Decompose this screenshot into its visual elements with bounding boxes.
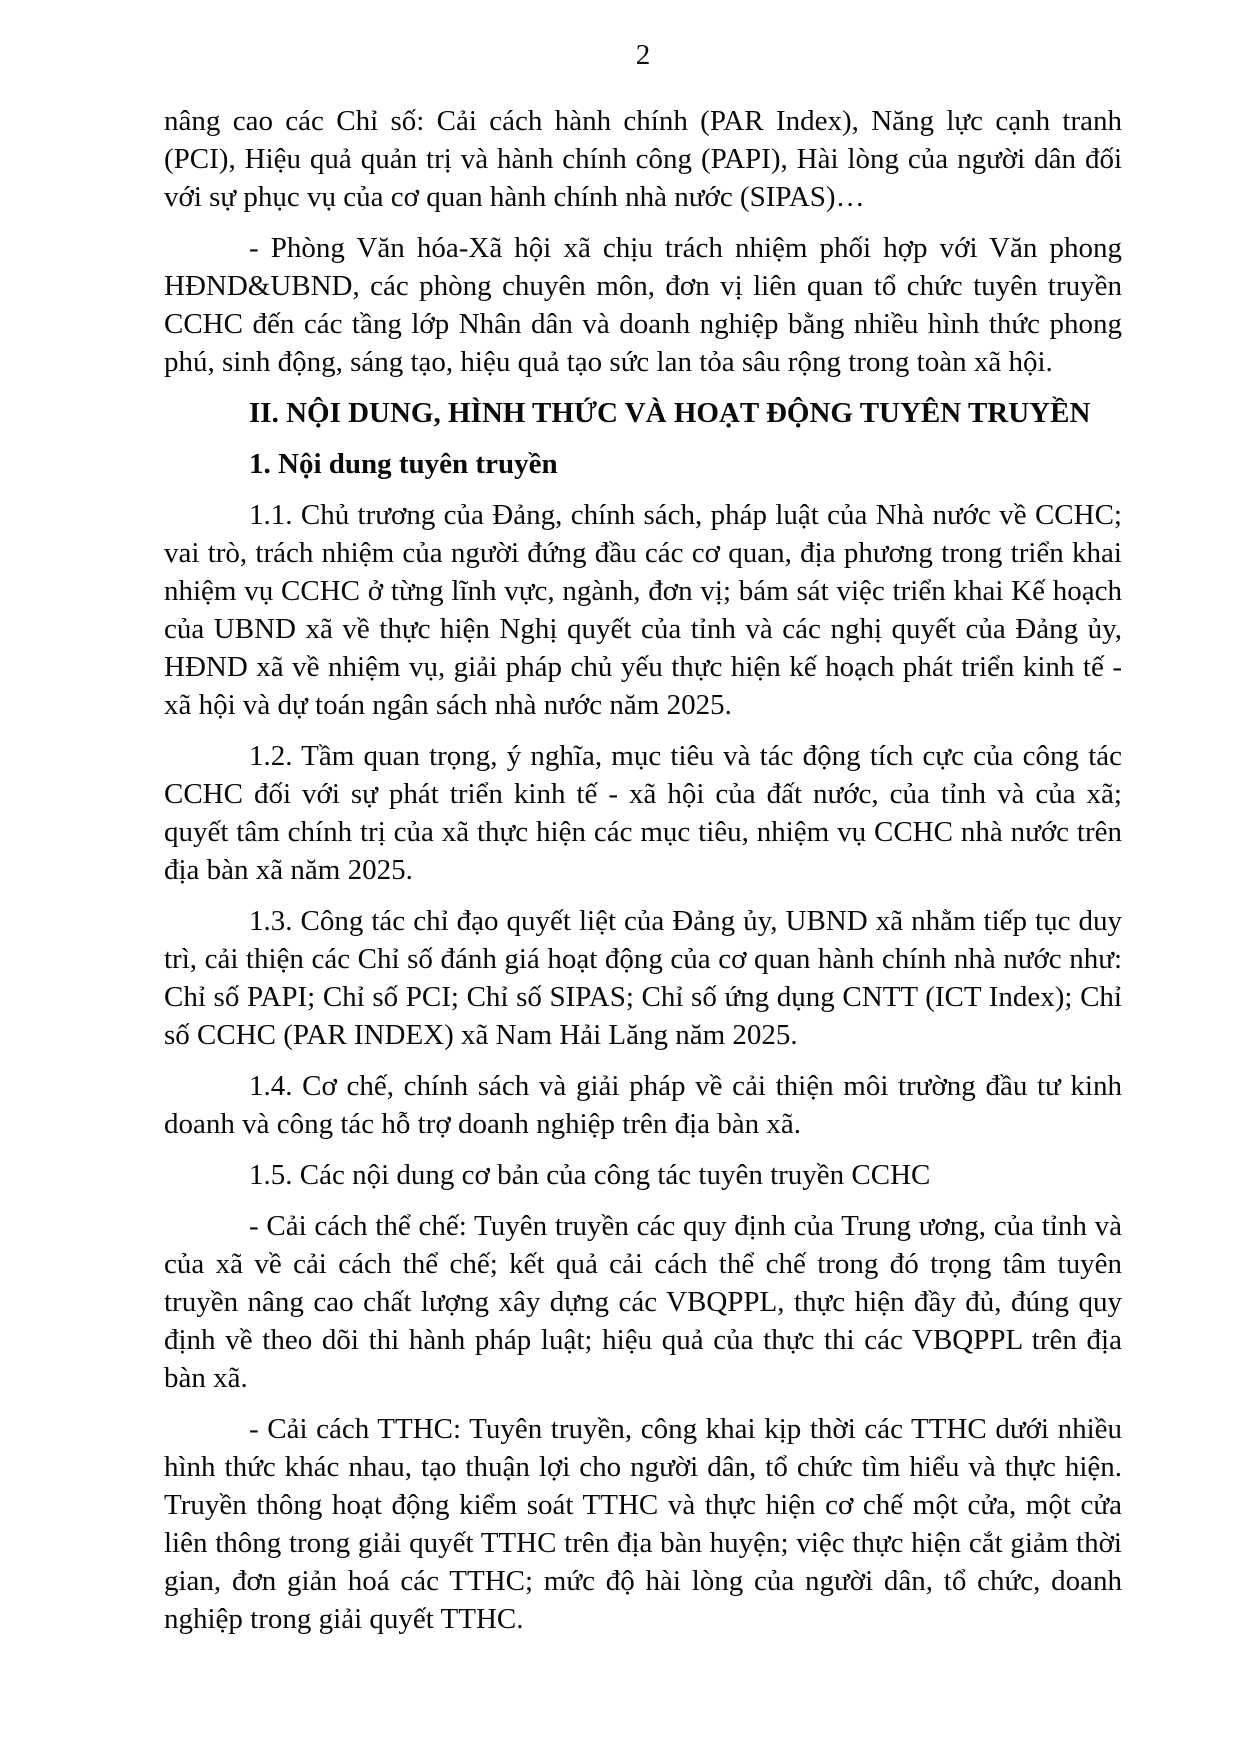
- paragraph-cai-cach-the-che: - Cải cách thể chế: Tuyên truyền các quy định của Trung ương, của tỉnh và của xã về cải cách thể chế; kết quả cải cách thể chế trong đó trọng tâm tuyên truyền nâng cao chất lượng xây dựng các VBQPPL, thực hiện đầy đủ, đúng quy định về theo dõi thi hành pháp luật; hiệu quả của thực thi các VBQPPL trên địa bàn xã.: [164, 1210, 1122, 1394]
- page-number: 2: [635, 39, 651, 71]
- paragraph-1-2-tam-quan-trong: 1.2. Tầm quan trọng, ý nghĩa, mục tiêu và tác động tích cực của công tác CCHC đối với sự phát triển kinh tế - xã hội của đất nước, của tỉnh và của xã; quyết tâm chính trị của xã thực hiện các mục tiêu, nhiệm vụ CCHC nhà nước trên địa bàn xã năm 2025.: [164, 740, 1122, 886]
- paragraph-indexes-continued: nâng cao các Chỉ số: Cải cách hành chính (PAR Index), Năng lực cạnh tranh (PCI), Hiệu quả quản trị và hành chính công (PAPI), Hài lòng của người dân đối với sự phục vụ của cơ quan hành chính nhà nước (SIPAS)…: [164, 105, 1122, 213]
- paragraph-cai-cach-tthc: - Cải cách TTHC: Tuyên truyền, công khai kịp thời các TTHC dưới nhiều hình thức khác nhau, tạo thuận lợi cho người dân, tổ chức tìm hiểu và thực hiện. Truyền thông hoạt động kiểm soát TTHC và thực hiện cơ chế một cửa, một cửa liên thông trong giải quyết TTHC trên địa bàn huyện; việc thực hiện cắt giảm thời gian, đơn giản hoá các TTHC; mức độ hài lòng của người dân, tổ chức, doanh nghiệp trong giải quyết TTHC.: [164, 1413, 1122, 1635]
- paragraph-1-3-cong-tac-chi-dao: 1.3. Công tác chỉ đạo quyết liệt của Đảng ủy, UBND xã nhằm tiếp tục duy trì, cải thiện các Chỉ số đánh giá hoạt động của cơ quan hành chính nhà nước như: Chỉ số PAPI; Chỉ số PCI; Chỉ số SIPAS; Chỉ số ứng dụng CNTT (ICT Index); Chỉ số CCHC (PAR INDEX) xã Nam Hải Lăng năm 2025.: [164, 905, 1122, 1051]
- subsection-heading-1-noi-dung-tuyen-truyen: 1. Nội dung tuyên truyền: [249, 448, 558, 480]
- paragraph-1-5-cac-noi-dung-co-ban: 1.5. Các nội dung cơ bản của công tác tuyên truyền CCHC: [249, 1159, 931, 1191]
- section-heading-ii-noi-dung: II. NỘI DUNG, HÌNH THỨC VÀ HOẠT ĐỘNG TUYÊN TRUYỀN: [249, 397, 1091, 429]
- paragraph-1-4-co-che-chinh-sach: 1.4. Cơ chế, chính sách và giải pháp về cải thiện môi trường đầu tư kinh doanh và công tác hỗ trợ doanh nghiệp trên địa bàn xã.: [164, 1070, 1122, 1140]
- paragraph-phong-van-hoa-xa-hoi: - Phòng Văn hóa-Xã hội xã chịu trách nhiệm phối hợp với Văn phong HĐND&UBND, các phòng chuyên môn, đơn vị liên quan tổ chức tuyên truyền CCHC đến các tầng lớp Nhân dân và doanh nghiệp bằng nhiều hình thức phong phú, sinh động, sáng tạo, hiệu quả tạo sức lan tỏa sâu rộng trong toàn xã hội.: [164, 232, 1122, 378]
- paragraph-1-1-chu-truong: 1.1. Chủ trương của Đảng, chính sách, pháp luật của Nhà nước về CCHC; vai trò, trách nhiệm của người đứng đầu các cơ quan, địa phương trong triển khai nhiệm vụ CCHC ở từng lĩnh vực, ngành, đơn vị; bám sát việc triển khai Kế hoạch của UBND xã về thực hiện Nghị quyết của tỉnh và các nghị quyết của Đảng ủy, HĐND xã về nhiệm vụ, giải pháp chủ yếu thực hiện kế hoạch phát triển kinh tế - xã hội và dự toán ngân sách nhà nước năm 2025.: [164, 499, 1122, 721]
